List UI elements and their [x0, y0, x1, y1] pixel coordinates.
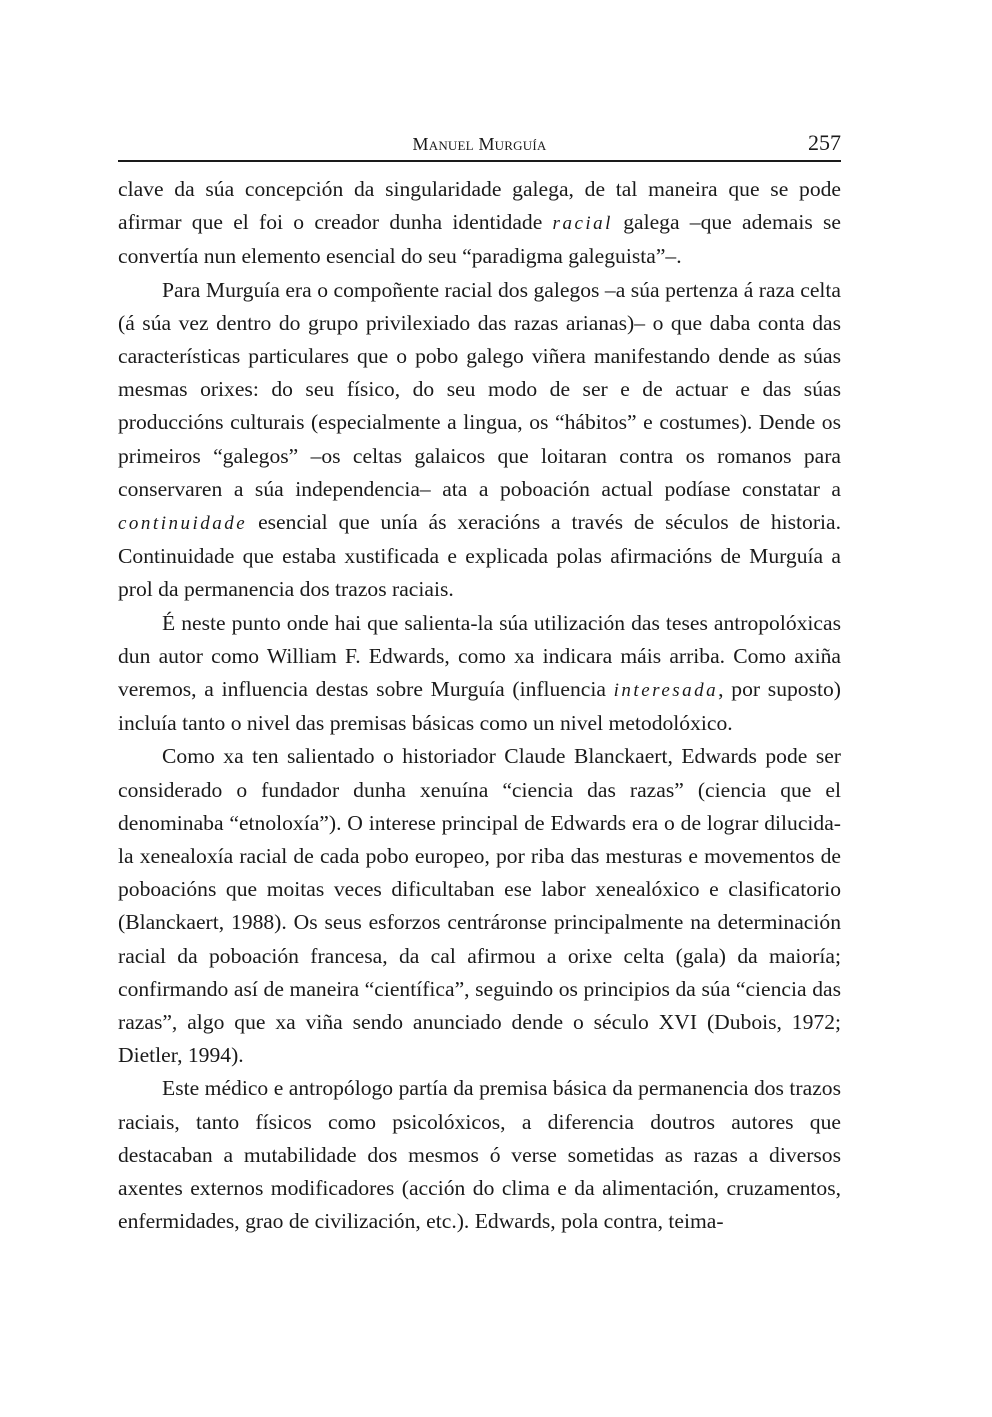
page-number: 257 — [808, 130, 841, 155]
paragraph-2-text-b: esencial que unía ás xeracións a través de séculos de historia. Continuidade que estaba xustificada e explicada polas afirmacións de Murguía a prol da permanencia dos trazos raciais. — [118, 510, 841, 602]
paragraph-2 — [118, 274, 841, 607]
paragraph-1-text-b: galega –que ademais se convertía nun elemento esencial do seu “paradigma galeguista”–. — [118, 210, 842, 269]
paragraph-5 — [118, 1072, 841, 1238]
paragraph-4 — [118, 740, 841, 1072]
paragraph-3-text-a: É neste punto onde hai que salienta-la súa utilización das teses antropolóxicas dun autor como William F. Edwards, como xa indicara máis arriba. Como axiña veremos, a influencia destas sobre Murguía (influencia — [118, 610, 841, 702]
body-text — [118, 173, 841, 1239]
paragraph-3-emphasis: interesada — [613, 680, 719, 702]
paragraph-1-text-a: clave da súa concepción da singularidade galega, de tal maneira que se pode afirmar que el foi o creador dunha identidade — [118, 177, 841, 235]
paragraph-2-text-a: Para Murguía era o compoñente racial dos galegos –a súa pertenza á raza celta (á súa vez dentro do grupo privilexiado das razas arianas)– o que daba conta das características particulares que o pobo galego viñera manifestando dende as súas mesmas orixes: do seu físico, do seu modo de ser e de actuar e das súas produccións culturais (especialmente a lingua, os “hábitos” e costumes). Dende os primeiros “galegos” –os celtas galaicos que loitaran contra os romanos para conservaren a súa independencia– ata a poboación actual podíase constatar a — [118, 277, 841, 501]
paragraph-2-emphasis: continuidade — [118, 513, 248, 535]
paragraph-3 — [118, 607, 841, 741]
paragraph-1 — [118, 173, 841, 274]
running-header-title: Manuel Murguía — [412, 134, 547, 154]
paragraph-1-emphasis: racial — [552, 213, 613, 235]
running-header — [118, 128, 841, 160]
paragraph-3-text-b: , por suposto) incluía tanto o nivel das premisas básicas como un nivel metodolóxico. — [118, 677, 841, 736]
header-rule — [118, 160, 841, 162]
paragraph-4-text: Como xa ten salientado o historiador Claude Blanckaert, Edwards pode ser considerado o fundador dunha xenuína “ciencia das razas” (ciencia que el denominaba “etnoloxía”). O interese principal de Edwards era o de lograr dilucida-la xenealoxía racial de cada pobo europeo, por riba das mesturas e movementos de poboacións que moitas veces dificultaban ese labor xenealóxico e clasificatorio (Blanckaert, 1988). Os seus esforzos centráronse principalmente na determinación racial da poboación francesa, da cal afirmou a orixe celta (gala) da maioría; confirmando así de maneira “científica”, seguindo os principios da súa “ciencia das razas”, algo que xa viña sendo anunciado dende o século XVI (Dubois, 1972; Dietler, 1994). — [118, 744, 841, 1068]
paragraph-5-text: Este médico e antropólogo partía da premisa básica da permanencia dos trazos raciais, tanto físicos como psicolóxicos, a diferencia doutros autores que destacaban a mutabilidade dos mesmos ó verse sometidas as razas a diversos axentes externos modificadores (acción do clima e da alimentación, cruzamentos, enfermidades, grao de civilización, etc.). Edwards, pola contra, teima- — [118, 1076, 841, 1234]
